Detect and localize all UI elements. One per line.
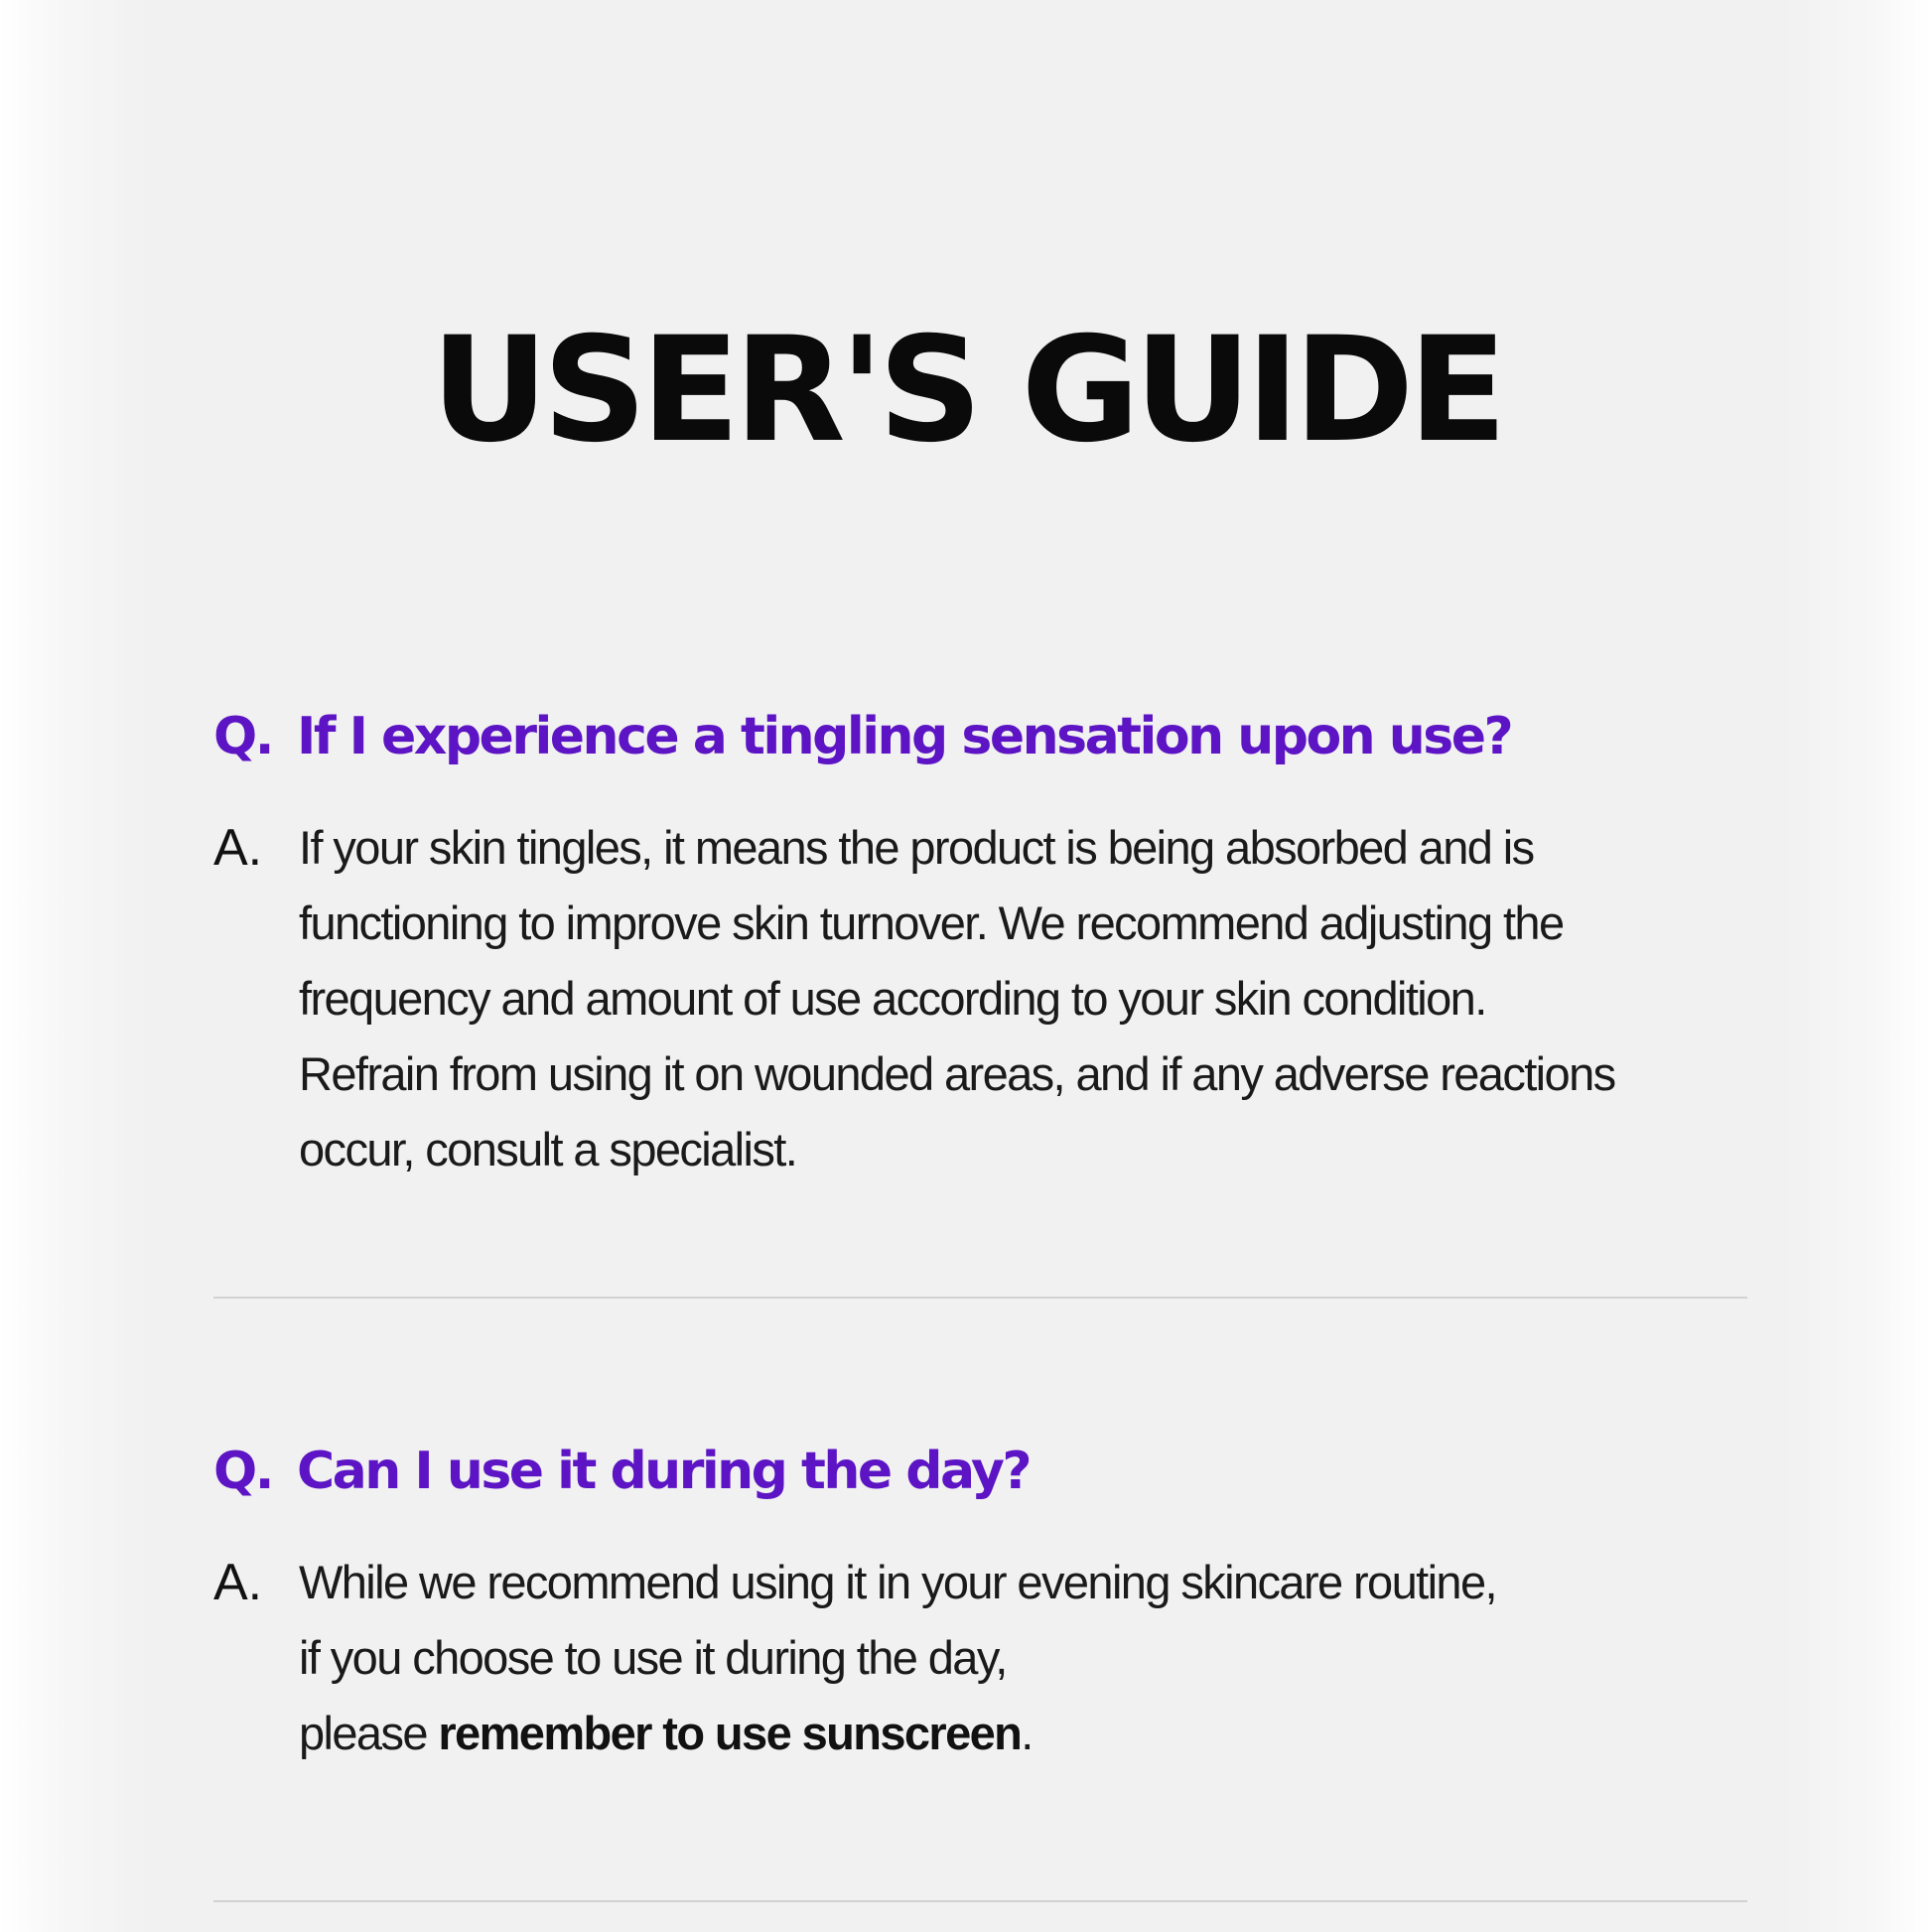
question-marker: Q. (213, 1442, 272, 1501)
answer-marker: A. (213, 819, 263, 877)
section-divider (213, 1900, 1747, 1902)
answer-line: if you choose to use it during the day, (299, 1631, 1007, 1684)
answer-line: While we recommend using it in your evening skincare routine, (299, 1556, 1496, 1608)
answer-line: functioning to improve skin turnover. We recommend adjusting the (299, 897, 1564, 949)
answer-line: occur, consult a specialist. (299, 1123, 797, 1175)
page-title: USER'S GUIDE (430, 306, 1502, 475)
answer-text (299, 1545, 1496, 1771)
question-marker: Q. (213, 707, 272, 766)
answer-line: frequency and amount of use according to your skin condition. (299, 972, 1486, 1025)
question-text: If I experience a tingling sensation upon use? (297, 707, 1512, 766)
sunscreen-emphasis: remember to use sunscreen (438, 1707, 1022, 1759)
answer-text (299, 810, 1615, 1187)
answer-line: If your skin tingles, it means the product is being absorbed and is (299, 821, 1534, 874)
answer-line (299, 1696, 1496, 1771)
answer-line: Refrain from using it on wounded areas, and if any adverse reactions (299, 1047, 1615, 1100)
answer-prefix: please (299, 1707, 439, 1759)
section-divider (213, 1297, 1747, 1299)
answer-marker: A. (213, 1554, 263, 1611)
question-text: Can I use it during the day? (297, 1442, 1031, 1501)
answer-suffix: . (1021, 1707, 1033, 1759)
